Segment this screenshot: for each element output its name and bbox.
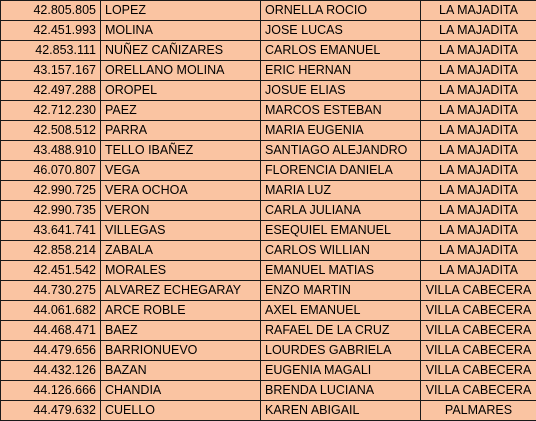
given-name-cell[interactable]: MARCOS ESTEBAN	[261, 101, 421, 121]
table-row	[1, 301, 536, 321]
surname-cell[interactable]: PAEZ	[101, 101, 261, 121]
dni-cell[interactable]: 42.990.725	[1, 181, 101, 201]
surname-cell[interactable]: BAEZ	[101, 321, 261, 341]
table-row	[1, 21, 536, 41]
surname-cell[interactable]: MORALES	[101, 261, 261, 281]
surname-cell[interactable]: ORELLANO MOLINA	[101, 61, 261, 81]
dni-cell[interactable]: 46.070.807	[1, 161, 101, 181]
locality-cell[interactable]: VILLA CABECERA	[421, 301, 536, 321]
locality-cell[interactable]: VILLA CABECERA	[421, 281, 536, 301]
surname-cell[interactable]: MOLINA	[101, 21, 261, 41]
table-row	[1, 221, 536, 241]
given-name-cell[interactable]: JOSE LUCAS	[261, 21, 421, 41]
locality-cell[interactable]: LA MAJADITA	[421, 181, 536, 201]
surname-cell[interactable]: LOPEZ	[101, 1, 261, 21]
table-row	[1, 201, 536, 221]
surname-cell[interactable]: CUELLO	[101, 401, 261, 421]
locality-cell[interactable]: LA MAJADITA	[421, 1, 536, 21]
surname-cell[interactable]: VERON	[101, 201, 261, 221]
table-row	[1, 321, 536, 341]
given-name-cell[interactable]: FLORENCIA DANIELA	[261, 161, 421, 181]
given-name-cell[interactable]: RAFAEL DE LA CRUZ	[261, 321, 421, 341]
locality-cell[interactable]: LA MAJADITA	[421, 261, 536, 281]
dni-cell[interactable]: 42.497.288	[1, 81, 101, 101]
surname-cell[interactable]: ALVAREZ ECHEGARAY	[101, 281, 261, 301]
given-name-cell[interactable]: LOURDES GABRIELA	[261, 341, 421, 361]
table-row	[1, 261, 536, 281]
dni-cell[interactable]: 42.853.111	[1, 41, 101, 61]
locality-cell[interactable]: LA MAJADITA	[421, 161, 536, 181]
table-row	[1, 341, 536, 361]
dni-cell[interactable]: 42.451.993	[1, 21, 101, 41]
given-name-cell[interactable]: MARIA LUZ	[261, 181, 421, 201]
locality-cell[interactable]: LA MAJADITA	[421, 41, 536, 61]
locality-cell[interactable]: LA MAJADITA	[421, 141, 536, 161]
given-name-cell[interactable]: ERIC HERNAN	[261, 61, 421, 81]
given-name-cell[interactable]: EMANUEL MATIAS	[261, 261, 421, 281]
surname-cell[interactable]: TELLO IBAÑEZ	[101, 141, 261, 161]
table-row	[1, 161, 536, 181]
surname-cell[interactable]: OROPEL	[101, 81, 261, 101]
table-row	[1, 41, 536, 61]
table-row	[1, 361, 536, 381]
surname-cell[interactable]: VEGA	[101, 161, 261, 181]
table-row	[1, 101, 536, 121]
dni-cell[interactable]: 42.508.512	[1, 121, 101, 141]
locality-cell[interactable]: LA MAJADITA	[421, 61, 536, 81]
surname-cell[interactable]: ARCE ROBLE	[101, 301, 261, 321]
dni-cell[interactable]: 42.451.542	[1, 261, 101, 281]
locality-cell[interactable]: LA MAJADITA	[421, 221, 536, 241]
surname-cell[interactable]: BAZAN	[101, 361, 261, 381]
dni-cell[interactable]: 44.126.666	[1, 381, 101, 401]
dni-cell[interactable]: 44.479.632	[1, 401, 101, 421]
given-name-cell[interactable]: AXEL EMANUEL	[261, 301, 421, 321]
dni-cell[interactable]: 44.730.275	[1, 281, 101, 301]
given-name-cell[interactable]: SANTIAGO ALEJANDRO	[261, 141, 421, 161]
locality-cell[interactable]: LA MAJADITA	[421, 201, 536, 221]
given-name-cell[interactable]: CARLA JULIANA	[261, 201, 421, 221]
surname-cell[interactable]: NUÑEZ CAÑIZARES	[101, 41, 261, 61]
given-name-cell[interactable]: EUGENIA MAGALI	[261, 361, 421, 381]
dni-cell[interactable]: 42.712.230	[1, 101, 101, 121]
dni-cell[interactable]: 42.990.735	[1, 201, 101, 221]
table-row	[1, 181, 536, 201]
locality-cell[interactable]: LA MAJADITA	[421, 121, 536, 141]
given-name-cell[interactable]: KAREN ABIGAIL	[261, 401, 421, 421]
given-name-cell[interactable]: ENZO MARTIN	[261, 281, 421, 301]
given-name-cell[interactable]: CARLOS WILLIAN	[261, 241, 421, 261]
given-name-cell[interactable]: ESEQUIEL EMANUEL	[261, 221, 421, 241]
table-row	[1, 401, 536, 421]
locality-cell[interactable]: VILLA CABECERA	[421, 321, 536, 341]
locality-cell[interactable]: LA MAJADITA	[421, 101, 536, 121]
locality-cell[interactable]: LA MAJADITA	[421, 241, 536, 261]
dni-cell[interactable]: 44.061.682	[1, 301, 101, 321]
table-row	[1, 241, 536, 261]
locality-cell[interactable]: LA MAJADITA	[421, 81, 536, 101]
table-row	[1, 121, 536, 141]
surname-cell[interactable]: CHANDIA	[101, 381, 261, 401]
locality-cell[interactable]: PALMARES	[421, 401, 536, 421]
surname-cell[interactable]: ZABALA	[101, 241, 261, 261]
dni-cell[interactable]: 44.432.126	[1, 361, 101, 381]
table-row	[1, 281, 536, 301]
dni-cell[interactable]: 43.488.910	[1, 141, 101, 161]
table-row	[1, 1, 536, 21]
locality-cell[interactable]: VILLA CABECERA	[421, 381, 536, 401]
dni-cell[interactable]: 42.805.805	[1, 1, 101, 21]
dni-cell[interactable]: 44.468.471	[1, 321, 101, 341]
table-row	[1, 381, 536, 401]
locality-cell[interactable]: VILLA CABECERA	[421, 361, 536, 381]
locality-cell[interactable]: LA MAJADITA	[421, 21, 536, 41]
surname-cell[interactable]: VILLEGAS	[101, 221, 261, 241]
locality-cell[interactable]: VILLA CABECERA	[421, 341, 536, 361]
given-name-cell[interactable]: MARIA EUGENIA	[261, 121, 421, 141]
given-name-cell[interactable]: ORNELLA ROCIO	[261, 1, 421, 21]
dni-cell[interactable]: 44.479.656	[1, 341, 101, 361]
given-name-cell[interactable]: JOSUE ELIAS	[261, 81, 421, 101]
dni-cell[interactable]: 42.858.214	[1, 241, 101, 261]
surname-cell[interactable]: PARRA	[101, 121, 261, 141]
table-body	[1, 1, 536, 421]
surname-cell[interactable]: BARRIONUEVO	[101, 341, 261, 361]
table-row	[1, 141, 536, 161]
surname-cell[interactable]: VERA OCHOA	[101, 181, 261, 201]
given-name-cell[interactable]: BRENDA LUCIANA	[261, 381, 421, 401]
dni-cell[interactable]: 43.157.167	[1, 61, 101, 81]
dni-cell[interactable]: 43.641.741	[1, 221, 101, 241]
table-row	[1, 61, 536, 81]
table-row	[1, 81, 536, 101]
given-name-cell[interactable]: CARLOS EMANUEL	[261, 41, 421, 61]
